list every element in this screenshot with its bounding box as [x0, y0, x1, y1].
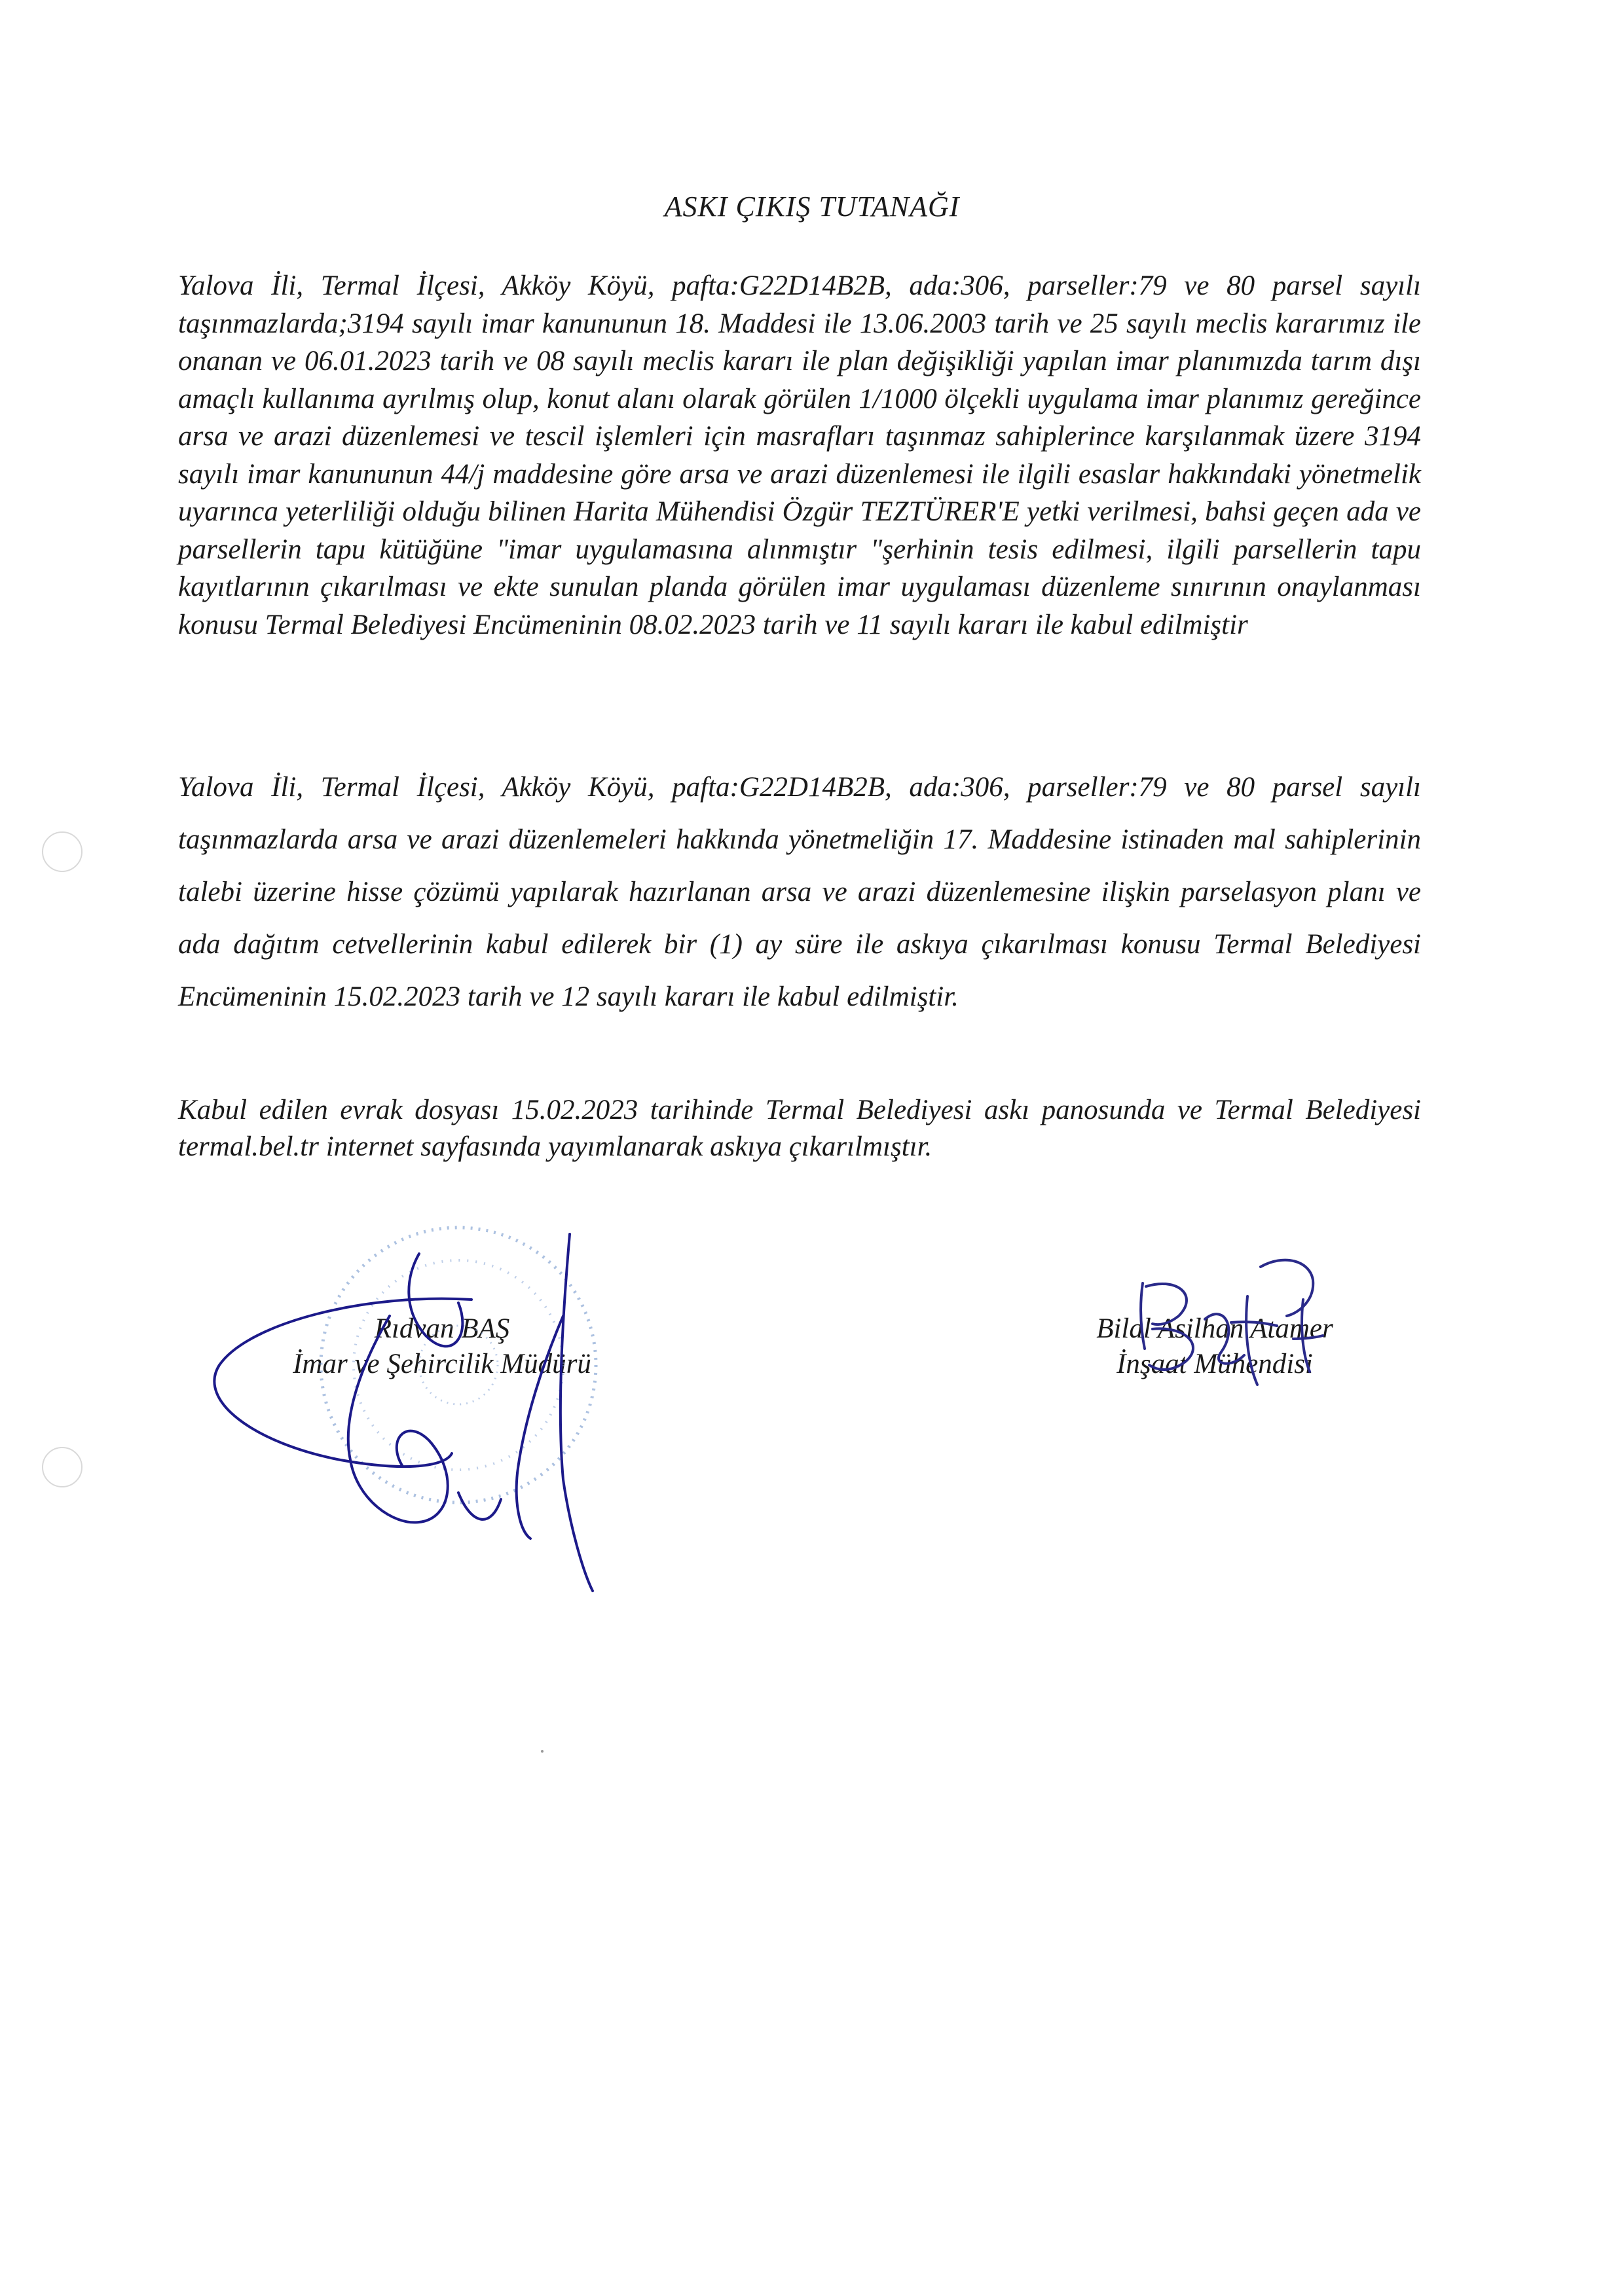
paragraph-1: Yalova İli, Termal İlçesi, Akköy Köyü, pafta:G22D14B2B, ada:306, parseller:79 ve 80 parsel sayılı taşınmazlarda;3194 sayılı imar kanununun 18. Maddesi ile 13.06.2003 tarih ve 25 sayılı meclis kararımız ile onanan ve 06.01.2023 tarih ve 08 sayılı meclis kararı ile plan değişikliği yapılan imar planımızda tarım dışı amaçlı kullanıma ayrılmış olup, konut alanı olarak görülen 1/1000 ölçekli uygulama imar planımız gereğince arsa ve arazi düzenlemesi ve tescil işlemleri için masrafları taşınmaz sahiplerince karşılanmak üzere 3194 sayılı imar kanununun 44/j maddesine göre arsa ve arazi düzenlemesi ile ilgili esaslar hakkındaki yönetmelik uyarınca yeterliliği olduğu bilinen Harita Mühendisi Özgür TEZTÜRER'E yetki verilmesi, bahsi geçen ada ve parsellerin tapu kütüğüne "imar uygulamasına alınmıştır "şerhinin tesis edilmesi, ilgili parsellerin tapu kayıtlarının çıkarılması ve ekte sunulan planda görülen imar uygulaması düzenleme sınırının onaylanması konusu Termal Belediyesi Encümeninin 08.02.2023 tarih ve 11 sayılı kararı ile kabul edilmiştir: [178, 270, 1421, 640]
paragraph-3: Kabul edilen evrak dosyası 15.02.2023 tarihinde Termal Belediyesi askı panosunda ve Termal Belediyesi termal.bel.tr internet sayfasında yayımlanarak askıya çıkarılmıştır.: [178, 1095, 1421, 1162]
document-title: ASKI ÇIKIŞ TUTANAĞI: [664, 191, 960, 223]
scan-speck: [541, 1750, 544, 1753]
signatory-name-right: Bilal Asilhan Atamer: [1096, 1313, 1333, 1344]
signature-left: [214, 1234, 593, 1591]
punch-hole-bottom: [42, 1447, 83, 1487]
signatory-title-right: İnşaat Mühendisi: [1116, 1349, 1313, 1379]
signatory-title-left: İmar ve Şehircilik Müdürü: [293, 1349, 591, 1379]
signatory-name-left: Rıdvan BAŞ: [374, 1313, 510, 1344]
signature-block-right: [1061, 1311, 1369, 1382]
signature-block-left: [259, 1311, 625, 1382]
punch-hole-top: [42, 831, 83, 872]
paragraph-2: Yalova İli, Termal İlçesi, Akköy Köyü, pafta:G22D14B2B, ada:306, parseller:79 ve 80 parsel sayılı taşınmazlarda arsa ve arazi düzenlemeleri hakkında yönetmeliğin 17. Maddesine istinaden mal sahiplerinin talebi üzerine hisse çözümü yapılarak hazırlanan arsa ve arazi düzenlemesine ilişkin parselasyon planı ve ada dağıtım cetvellerinin kabul edilerek bir (1) ay süre ile askıya çıkarılması konusu Termal Belediyesi Encümeninin 15.02.2023 tarih ve 12 sayılı kararı ile kabul edilmiştir.: [178, 772, 1421, 1012]
